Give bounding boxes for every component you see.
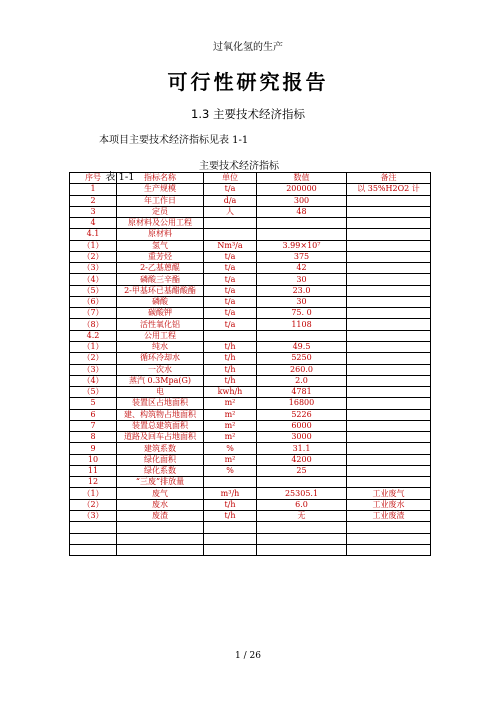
table-title: 主要技术经济指标 xyxy=(199,161,279,172)
cell-name: 氢气 xyxy=(117,240,204,251)
cell-name xyxy=(117,522,204,533)
cell-note xyxy=(347,285,431,296)
cell-value: 30 xyxy=(257,296,347,307)
cell-seq: 7 xyxy=(70,420,117,431)
cell-unit xyxy=(204,229,257,240)
cell-name: 定员 xyxy=(117,206,204,217)
cell-value xyxy=(257,330,347,341)
cell-unit: t/a xyxy=(204,263,257,274)
cell-seq: （3） xyxy=(70,364,117,375)
cell-value: 25 xyxy=(257,465,347,476)
cell-note xyxy=(347,251,431,262)
cell-note xyxy=(347,195,431,206)
cell-seq: （7） xyxy=(70,308,117,319)
cell-unit: t/a xyxy=(204,308,257,319)
cell-value: 1108 xyxy=(257,319,347,330)
table-row xyxy=(70,398,431,409)
cell-note xyxy=(347,477,431,488)
cell-unit xyxy=(204,477,257,488)
cell-unit xyxy=(204,522,257,533)
indicator-table xyxy=(69,172,431,556)
cell-name: 生产规模 xyxy=(117,184,204,195)
cell-unit: m² xyxy=(204,398,257,409)
cell-seq: （3） xyxy=(70,263,117,274)
cell-seq: 4.1 xyxy=(70,229,117,240)
cell-seq: 12 xyxy=(70,477,117,488)
cell-name: 绿化面积 xyxy=(117,454,204,465)
cell-note: 工业废水 xyxy=(347,499,431,510)
page-number: 1 / 26 xyxy=(235,651,261,661)
cell-name: 2-乙基蒽醌 xyxy=(117,263,204,274)
cell-note xyxy=(347,296,431,307)
cell-note xyxy=(347,544,431,555)
cell-unit xyxy=(204,544,257,555)
cell-unit: % xyxy=(204,443,257,454)
cell-unit: t/h xyxy=(204,510,257,521)
table-row xyxy=(70,409,431,420)
cell-unit xyxy=(204,533,257,544)
cell-value: 300 xyxy=(257,195,347,206)
cell-seq: 2 xyxy=(70,195,117,206)
cell-note xyxy=(347,465,431,476)
cell-note xyxy=(347,218,431,229)
table-row xyxy=(70,522,431,533)
cell-unit: m² xyxy=(204,454,257,465)
table-row xyxy=(70,432,431,443)
cell-note: 以 35%H2O2 计 xyxy=(347,184,431,195)
cell-value: 48 xyxy=(257,206,347,217)
cell-note xyxy=(347,341,431,352)
cell-name: 年工作日 xyxy=(117,195,204,206)
running-header: 过氧化氢的生产 xyxy=(213,42,283,53)
cell-note xyxy=(347,533,431,544)
cell-note xyxy=(347,364,431,375)
cell-unit: m² xyxy=(204,420,257,431)
cell-seq: （8） xyxy=(70,319,117,330)
cell-name xyxy=(117,544,204,555)
cell-seq: （2） xyxy=(70,251,117,262)
cell-note xyxy=(347,375,431,386)
col-header-value: 数值 xyxy=(257,173,347,184)
cell-name: 建、构筑物占地面积 xyxy=(117,409,204,420)
cell-value: 5226 xyxy=(257,409,347,420)
cell-value: 3000 xyxy=(257,432,347,443)
cell-unit: t/a xyxy=(204,251,257,262)
cell-unit: m² xyxy=(204,409,257,420)
cell-unit: d/a xyxy=(204,195,257,206)
table-row xyxy=(70,319,431,330)
cell-unit: t/h xyxy=(204,499,257,510)
cell-value: 31.1 xyxy=(257,443,347,454)
cell-name: 重芳烃 xyxy=(117,251,204,262)
cell-note xyxy=(347,263,431,274)
cell-value: 260.0 xyxy=(257,364,347,375)
table-row xyxy=(70,251,431,262)
cell-unit: t/a xyxy=(204,296,257,307)
cell-seq: 9 xyxy=(70,443,117,454)
cell-seq: 1 xyxy=(70,184,117,195)
col-header-name: 指标名称 xyxy=(117,173,204,184)
cell-value xyxy=(257,533,347,544)
cell-note: 工业废气 xyxy=(347,488,431,499)
cell-name: 废水 xyxy=(117,499,204,510)
table-row xyxy=(70,375,431,386)
cell-value: 42 xyxy=(257,263,347,274)
table-header-row xyxy=(70,173,431,184)
cell-name: 原材料及公用工程 xyxy=(117,218,204,229)
cell-name: 装置区占地面积 xyxy=(117,398,204,409)
cell-value: 23.0 xyxy=(257,285,347,296)
cell-value xyxy=(257,218,347,229)
cell-name: 蒸汽 0.3Mpa(G) xyxy=(117,375,204,386)
cell-name: 绿化系数 xyxy=(117,465,204,476)
cell-name: 纯水 xyxy=(117,341,204,352)
table-body xyxy=(70,184,431,556)
cell-name: 装置总建筑面积 xyxy=(117,420,204,431)
cell-value xyxy=(257,544,347,555)
table-row xyxy=(70,420,431,431)
table-row xyxy=(70,488,431,499)
cell-name: 废气 xyxy=(117,488,204,499)
cell-value xyxy=(257,229,347,240)
cell-seq: （5） xyxy=(70,285,117,296)
cell-seq xyxy=(70,533,117,544)
cell-note xyxy=(347,353,431,364)
cell-note xyxy=(347,387,431,398)
cell-seq: 8 xyxy=(70,432,117,443)
table-row xyxy=(70,240,431,251)
document-title: 可行性研究报告 xyxy=(167,70,329,94)
cell-unit: % xyxy=(204,465,257,476)
cell-note xyxy=(347,443,431,454)
cell-note xyxy=(347,319,431,330)
table-row xyxy=(70,296,431,307)
table-row xyxy=(70,443,431,454)
cell-value: 3.99×10⁷ xyxy=(257,240,347,251)
table-row xyxy=(70,263,431,274)
cell-note xyxy=(347,206,431,217)
cell-value xyxy=(257,522,347,533)
table-row xyxy=(70,353,431,364)
table-row xyxy=(70,218,431,229)
cell-seq: （3） xyxy=(70,510,117,521)
cell-seq: （2） xyxy=(70,353,117,364)
table-row xyxy=(70,229,431,240)
cell-name: 原材料 xyxy=(117,229,204,240)
cell-seq: （1） xyxy=(70,240,117,251)
cell-note xyxy=(347,454,431,465)
cell-value: 4200 xyxy=(257,454,347,465)
cell-value: 200000 xyxy=(257,184,347,195)
table-row xyxy=(70,544,431,555)
cell-name: 2-甲基环已基醋酸酯 xyxy=(117,285,204,296)
cell-note xyxy=(347,522,431,533)
table-row xyxy=(70,533,431,544)
cell-seq: （2） xyxy=(70,499,117,510)
table-row xyxy=(70,454,431,465)
table-row xyxy=(70,477,431,488)
cell-value: 75. 0 xyxy=(257,308,347,319)
cell-name: 磷酸 xyxy=(117,296,204,307)
cell-unit: t/h xyxy=(204,341,257,352)
cell-unit: t/a xyxy=(204,184,257,195)
cell-value xyxy=(257,477,347,488)
cell-note xyxy=(347,308,431,319)
cell-note xyxy=(347,432,431,443)
cell-value: 6.0 xyxy=(257,499,347,510)
cell-value: 无 xyxy=(257,510,347,521)
cell-unit: t/h xyxy=(204,375,257,386)
cell-seq xyxy=(70,522,117,533)
cell-value: 25305.1 xyxy=(257,488,347,499)
cell-note xyxy=(347,409,431,420)
table-number: 表 1-1 xyxy=(105,172,135,183)
table-row xyxy=(70,330,431,341)
cell-unit: m³/h xyxy=(204,488,257,499)
table-row xyxy=(70,308,431,319)
cell-name: 循环冷却水 xyxy=(117,353,204,364)
cell-seq: 10 xyxy=(70,454,117,465)
cell-seq: （1） xyxy=(70,488,117,499)
table-row xyxy=(70,184,431,195)
cell-unit xyxy=(204,218,257,229)
cell-name: 一次水 xyxy=(117,364,204,375)
table-row xyxy=(70,341,431,352)
cell-seq: （4） xyxy=(70,274,117,285)
cell-unit: m² xyxy=(204,432,257,443)
table-row xyxy=(70,195,431,206)
cell-unit: kwh/h xyxy=(204,387,257,398)
cell-value: 16800 xyxy=(257,398,347,409)
cell-unit: t/a xyxy=(204,274,257,285)
cell-value: 6000 xyxy=(257,420,347,431)
cell-unit xyxy=(204,330,257,341)
table-row xyxy=(70,465,431,476)
cell-seq: 6 xyxy=(70,409,117,420)
cell-seq: 5 xyxy=(70,398,117,409)
table-row xyxy=(70,510,431,521)
cell-note: 工业废渣 xyxy=(347,510,431,521)
cell-seq: （4） xyxy=(70,375,117,386)
intro-paragraph: 本项目主要技术经济指标见表 1-1 xyxy=(99,135,249,146)
cell-note xyxy=(347,240,431,251)
cell-value: 30 xyxy=(257,274,347,285)
cell-unit: t/h xyxy=(204,364,257,375)
col-header-note: 备注 xyxy=(347,173,431,184)
cell-name: 建筑系数 xyxy=(117,443,204,454)
cell-seq: 3 xyxy=(70,206,117,217)
cell-name: “三废”排放量 xyxy=(117,477,204,488)
section-heading: 1.3 主要技术经济指标 xyxy=(191,107,305,121)
cell-note xyxy=(347,330,431,341)
cell-seq: 11 xyxy=(70,465,117,476)
cell-name: 碳酸钾 xyxy=(117,308,204,319)
table-row xyxy=(70,274,431,285)
table-row xyxy=(70,285,431,296)
cell-unit: 人 xyxy=(204,206,257,217)
table-row xyxy=(70,499,431,510)
cell-unit: Nm³/a xyxy=(204,240,257,251)
cell-name: 磷酸三辛酯 xyxy=(117,274,204,285)
cell-note xyxy=(347,229,431,240)
cell-name: 道路及回车占地面积 xyxy=(117,432,204,443)
col-header-unit: 单位 xyxy=(204,173,257,184)
cell-note xyxy=(347,398,431,409)
table-row xyxy=(70,364,431,375)
table-row xyxy=(70,387,431,398)
cell-seq: 4.2 xyxy=(70,330,117,341)
cell-value: 375 xyxy=(257,251,347,262)
cell-note xyxy=(347,274,431,285)
cell-name xyxy=(117,533,204,544)
cell-seq: （6） xyxy=(70,296,117,307)
cell-name: 废渣 xyxy=(117,510,204,521)
cell-note xyxy=(347,420,431,431)
cell-name: 电 xyxy=(117,387,204,398)
cell-seq: （5） xyxy=(70,387,117,398)
cell-seq: 4 xyxy=(70,218,117,229)
table-row xyxy=(70,206,431,217)
col-header-seq: 序号 xyxy=(70,173,117,184)
cell-unit: t/h xyxy=(204,353,257,364)
cell-value: 49.5 xyxy=(257,341,347,352)
cell-seq xyxy=(70,544,117,555)
cell-value: 4781 xyxy=(257,387,347,398)
cell-value: 2.0 xyxy=(257,375,347,386)
cell-name: 活性氧化铝 xyxy=(117,319,204,330)
cell-name: 公用工程 xyxy=(117,330,204,341)
cell-unit: t/a xyxy=(204,285,257,296)
cell-unit: t/a xyxy=(204,319,257,330)
cell-seq: （1） xyxy=(70,341,117,352)
cell-value: 5250 xyxy=(257,353,347,364)
